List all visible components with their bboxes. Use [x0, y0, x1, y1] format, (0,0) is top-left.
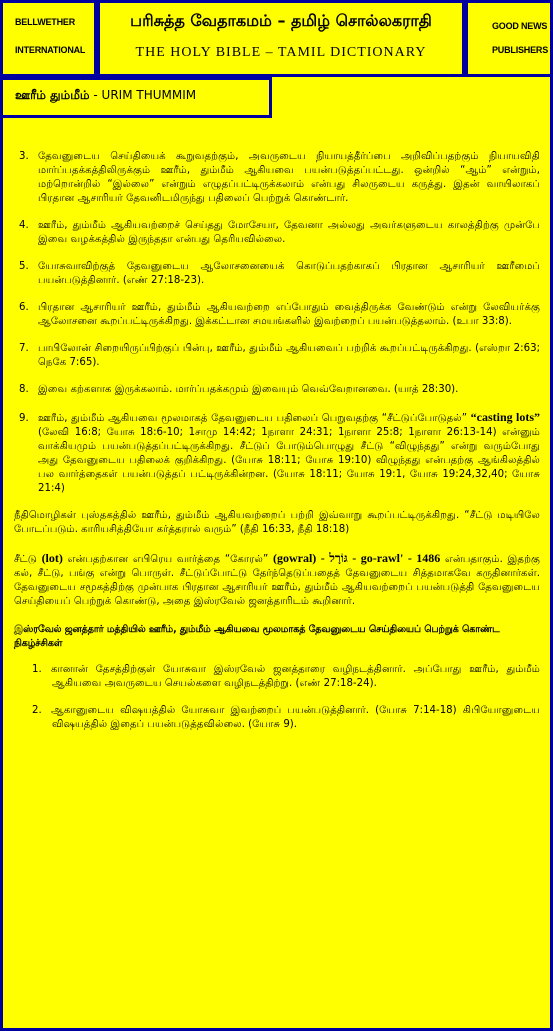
entry-heading-english: - URIM THUMMIM [93, 88, 197, 102]
entry-heading-tamil: ஊரீம் தும்மீம் [15, 88, 90, 102]
lot-paragraph: சீட்டு (lot) என்பதற்கான எபிரெய வார்த்தை “கோரல்” (gowral) - גּוֹרָל - go-rawl' - 1486 என்பதாகும். இதற்கு கல், சீட்டு, பங்கு என்று பொருள். சீட்டுப்போட்டு தேர்ந்தெடுப்பதைத் தேவனுடைய சித்தமாகவே கருதினார்கள். தேவனுடைய சமூகத்திற்கு முன்பாக பிரதான ஆசாரியர் ஊரீம், தும்மீம் ஆகியவற்றைப் பயன்படுத்தி தேவனுடைய செய்தியைப் பெற்றுக் கொண்டு, அதை இஸ்ரவேல் ஜனத்தாரிடம் கூறினார். [14, 551, 540, 607]
list-item: 1. கானான் தேசத்திற்குள் யோசுவா இஸ்ரவேல் ஜனத்தாரை வழிநடத்தினார். அப்போது ஊரீம், தும்மீம் ஆகியவை அவருடைய செயல்களை வழிநடத்திற்று. (எண் 27:18-24). [32, 664, 540, 689]
list-item: 3. தேவனுடைய செய்தியைக் கூறுவதற்கும், அவருடைய நியாயத்தீர்ப்பை அறிவிப்பதற்கும் நியாயவிதி மார்ப்பதக்கத்திலிருக்கும் ஊரீம், தும்மீம் ஆகியவை பயன்படுத்தப்பட்டது. ஒன்றில் “ஆம்” என்றும், மற்றொன்றில் “இல்லை” என்றும் எழுதப்பட்டிருக்கலாம் என்பது சிலருடைய கருத்து. இதன் வாயிலாகப் பிரதான ஆசாரியர் தேவனிடமிருந்து பதிலைப் பெற்றுக் கொண்டார். [19, 151, 540, 204]
list-item: 4. ஊரீம், தும்மீம் ஆகியவற்றைச் செய்தது மோசேயா, தேவனா அல்லது அவர்களுடைய காலத்திற்கு முன்பே இவை வழக்கத்தில் இருந்ததா என்பது தெரியவில்லை. [19, 220, 540, 245]
proverbs-paragraph: நீதிமொழிகள் புஸ்தகத்தில் ஊரீம், தும்மீம் ஆகியவற்றைப் பற்றி இவ்வாறு கூறப்பட்டிருக்கிறது. “சீட்டு மடியிலே போடப்படும். காரியசித்தியோ கர்த்தரால் வரும்” (நீதி 16:33, நீதி 18:18) [14, 510, 540, 535]
bellwether-logo-line2: INTERNATIONAL [15, 45, 86, 55]
list-item: 2. ஆகானுடைய விஷயத்தில் யோசுவா இவற்றைப் பயன்படுத்தினார். (யோசு 7:14-18) கிபியோனுடைய விஷயத்தில் இதைப் பயன்படுத்தவில்லை. (யோசு 9). [32, 705, 540, 730]
entry-body [14, 150, 540, 745]
entry-heading [0, 77, 272, 118]
bellwether-logo [0, 0, 97, 77]
list-item: 9. ஊரீம், தும்மீம் ஆகியவை மூலமாகத் தேவனுடைய பதிலைப் பெறுவதற்கு “சீட்டுப்போடுதல்” “casting lots” (லேவி 16:8; யோசு 18:6-10; 1சாமு 14:42; 1நாளா 24:31; 1நாளா 25:8; 1நாளா 26:13-14) என்னும் வாக்கியமும் பயன்படுத்தப்பட்டிருக்கிறது. சீட்டுப் போடும்பொழுது சீட்டு “விழுந்தது” என்று வரும்போது அது தேவனுடைய பதிலைக் குறிக்கிறது. (யோசு 18:11; யோசு 19:10) விழுந்தது என்பதற்கு ஆங்கிலத்தில் பல வார்த்தைகள் பயன்படுத்தப் பட்டிருக்கின்றன. (யோசு 18:11; யோசு 19:1, யோசு 19:24,32,40; யோசு 21:4) [19, 410, 540, 494]
good-news-logo-line2: PUBLISHERS [492, 45, 549, 55]
list-item: 7. பாபிலோன் சிறையிருப்பிற்குப் பின்பு, ஊரீம், தும்மீம் ஆகியவைப் பற்றிக் கூறப்பட்டிருக்கிறது. (எஸ்றா 2:63; நெகே 7:65). [19, 343, 540, 368]
title-header [97, 0, 465, 77]
entry-heading-text [15, 88, 196, 104]
list-item: 6. பிரதான ஆசாரியர் ஊரீம், தும்மீம் ஆகியவற்றை எப்போதும் வைத்திருக்க வேண்டும் என்று லேவியர்க்கு ஆலோசனை கூறப்பட்டிருக்கிறது. இக்கட்டான சமயங்களில் இவற்றைப் பயன்படுத்தலாம். (உபா 33:8). [19, 302, 540, 327]
good-news-logo [465, 0, 553, 77]
list-item: 5. யோசுவாவிற்குத் தேவனுடைய ஆலோசனையைக் கொடுப்பதற்காகப் பிரதான ஆசாரியர் ஊரீமைப் பயன்படுத்தினார். (எண் 27:18-23). [19, 261, 540, 286]
good-news-logo-line1: GOOD NEWS [492, 21, 548, 31]
title-tamil: பரிசுத்த வேதாகமம் – தமிழ் சொல்லகராதி [130, 11, 432, 30]
list-item: 8. இவை கற்களாக இருக்கலாம். மார்ப்பதக்கமும் இவையும் வெவ்வேறானவை. (யாத் 28:30). [19, 384, 459, 395]
bellwether-logo-line1: BELLWETHER [15, 17, 75, 27]
events-heading: இஸ்ரவேல் ஜனத்தார் மத்தியில் ஊரீம், தும்மீம் ஆகியவை மூலமாகத் தேவனுடைய செய்தியைப் பெற்றுக் கொண்ட நிகழ்ச்சிகள் [14, 624, 500, 649]
title-english: THE HOLY BIBLE – TAMIL DICTIONARY [135, 45, 427, 60]
